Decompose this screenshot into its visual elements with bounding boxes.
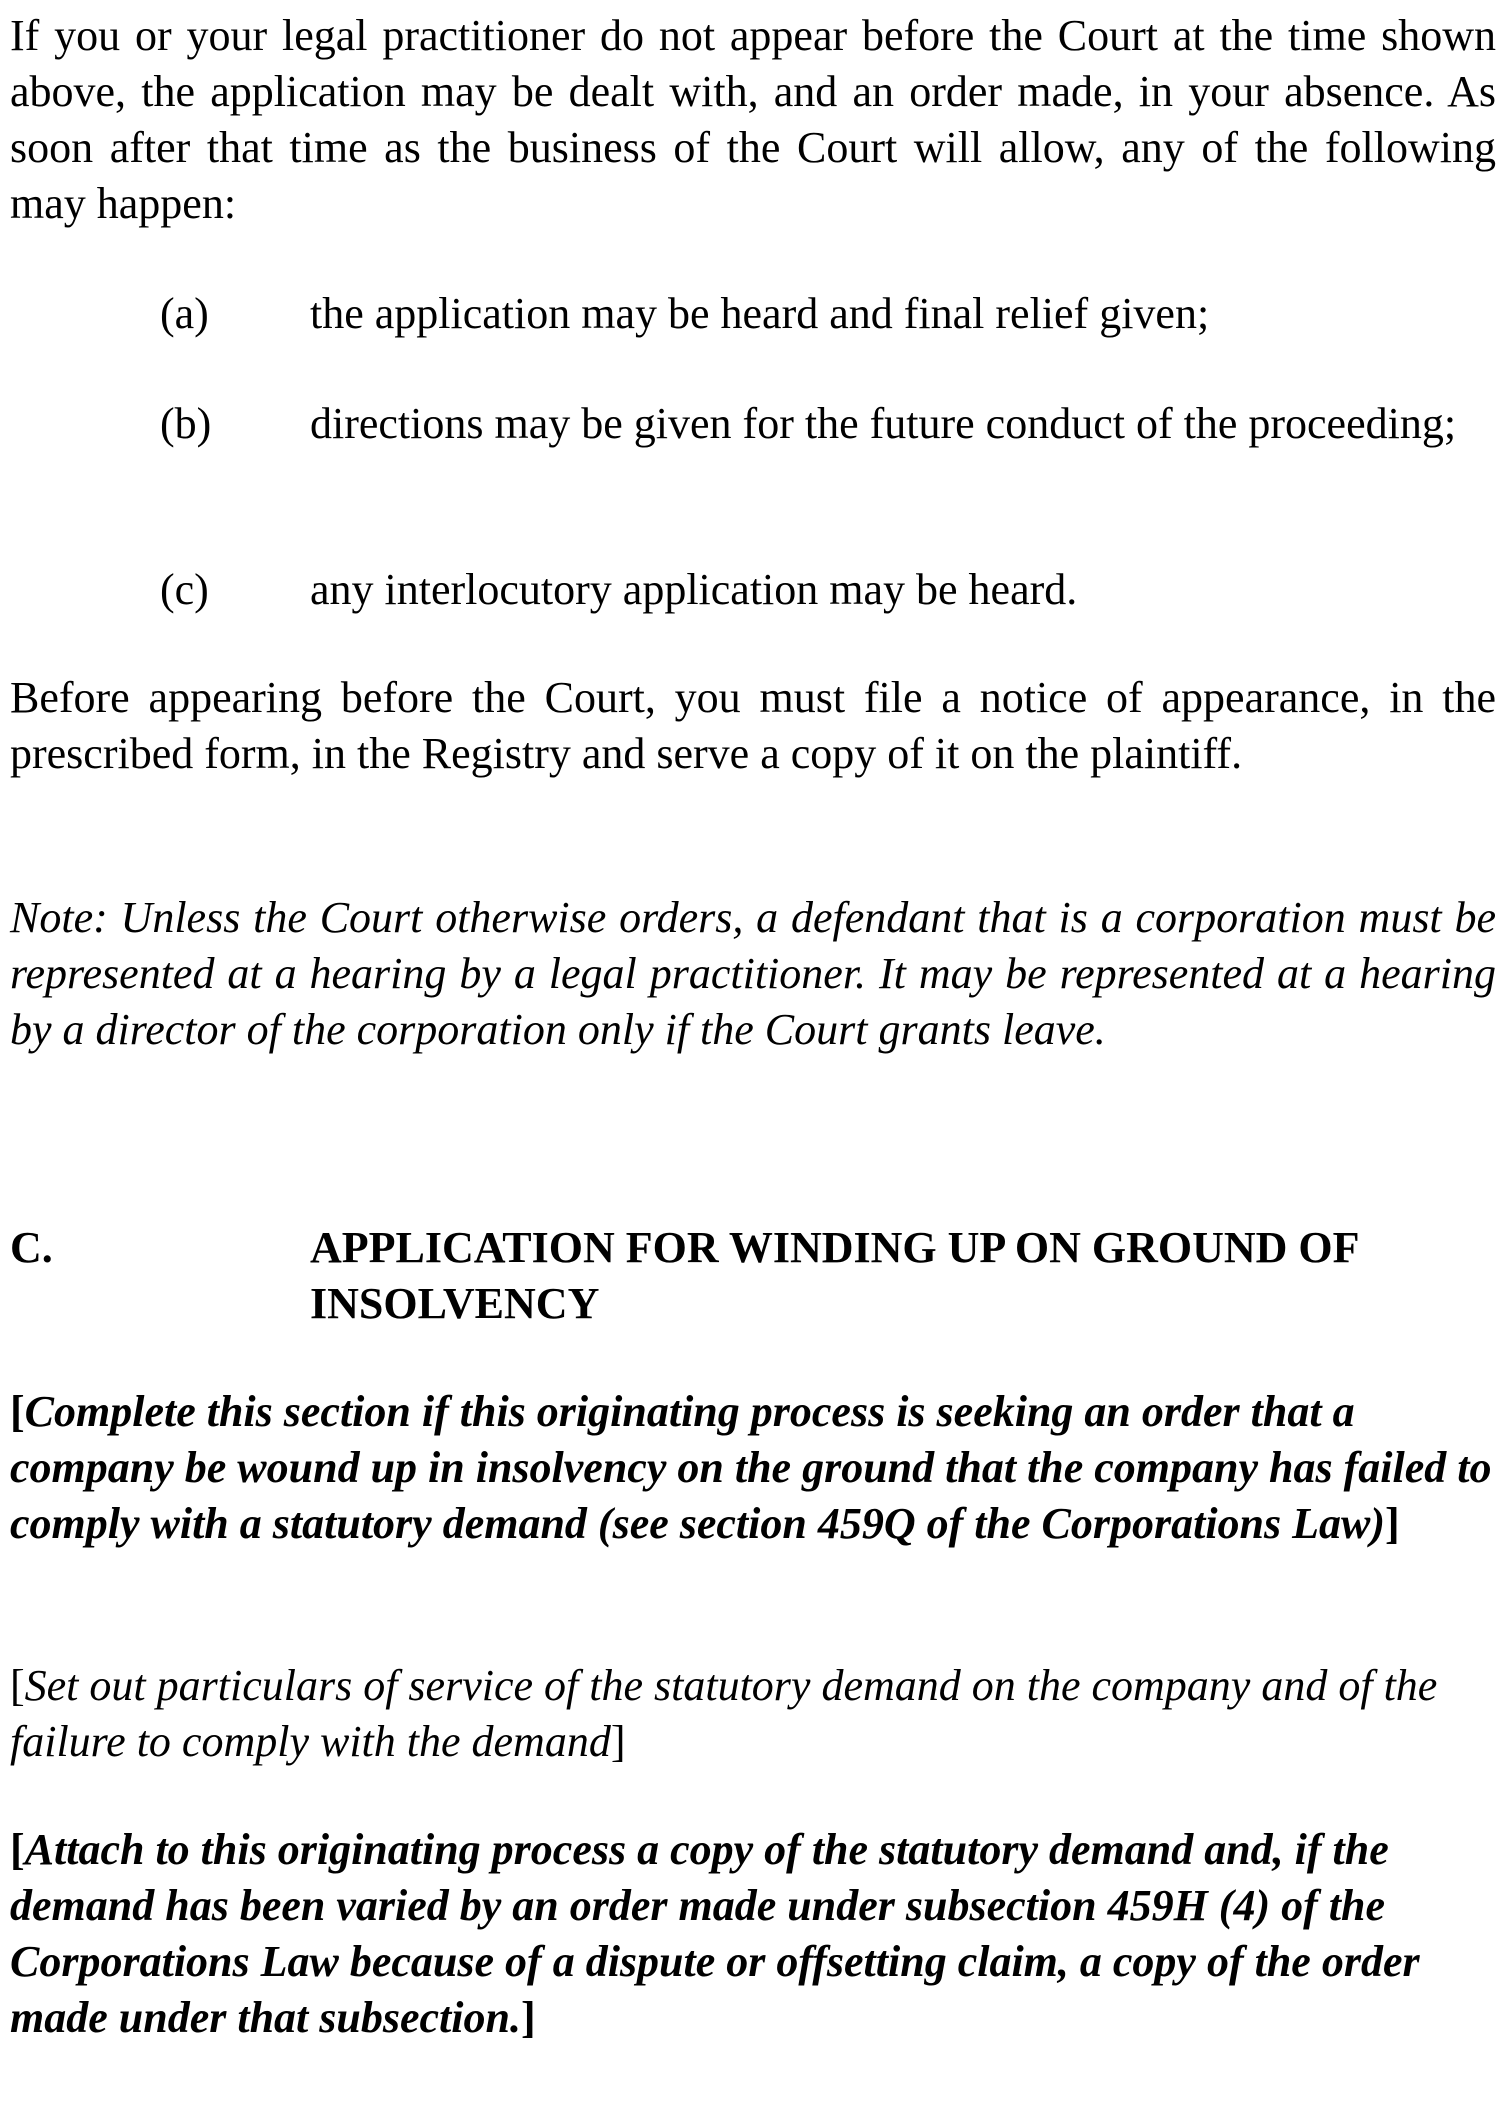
close-bracket: ] xyxy=(610,1717,626,1766)
intro-paragraph: If you or your legal practitioner do not appear before the Court at the time shown above, the application may be dealt with, and an order made, in your absence. As soon after that time as the business of the Court will allow, any of the following may happen: xyxy=(10,11,1496,228)
appearance-paragraph: Before appearing before the Court, you must file a notice of appearance, in the prescribed form, in the Registry and serve a copy of it on the plaintiff. xyxy=(10,673,1496,778)
open-bracket: [ xyxy=(10,1387,25,1436)
instruction-complete xyxy=(10,1384,1496,1552)
list-text: any interlocutory application may be heard. xyxy=(310,565,1078,614)
instruction-set-out xyxy=(10,1658,1496,1770)
list-text: directions may be given for the future conduct of the proceeding; xyxy=(310,399,1457,448)
note-paragraph: Note: Unless the Court otherwise orders, a defendant that is a corporation must be represented at a hearing by a legal practitioner. It may be represented at a hearing by a director of the corporation only if the Court grants leave. xyxy=(10,893,1496,1054)
list-label: (b) xyxy=(160,399,212,448)
instruction-complete-text: Complete this section if this originating process is seeking an order that a company be wound up in insolvency on the ground that the company has failed to comply with a statutory demand (see section 459Q of the Corporations Law) xyxy=(10,1387,1492,1548)
section-title: APPLICATION FOR WINDING UP ON GROUND OF INSOLVENCY xyxy=(310,1223,1358,1328)
list-label: (c) xyxy=(160,565,209,614)
open-bracket: [ xyxy=(10,1825,25,1874)
instruction-attach xyxy=(10,1822,1496,2046)
section-letter: C. xyxy=(10,1223,53,1272)
instruction-set-out-text: Set out particulars of service of the statutory demand on the company and of the failure to comply with the demand xyxy=(10,1661,1438,1766)
close-bracket: ] xyxy=(520,1993,536,2042)
list-text: the application may be heard and final relief given; xyxy=(310,289,1210,338)
open-bracket: [ xyxy=(10,1661,25,1710)
list-label: (a) xyxy=(160,289,209,338)
instruction-attach-text: Attach to this originating process a copy of the statutory demand and, if the demand has been varied by an order made under subsection 459H (4) of the Corporations Law because of a dispute or offsetting claim, a copy of the order made under that subsection. xyxy=(10,1825,1420,2042)
close-bracket: ] xyxy=(1385,1499,1400,1548)
